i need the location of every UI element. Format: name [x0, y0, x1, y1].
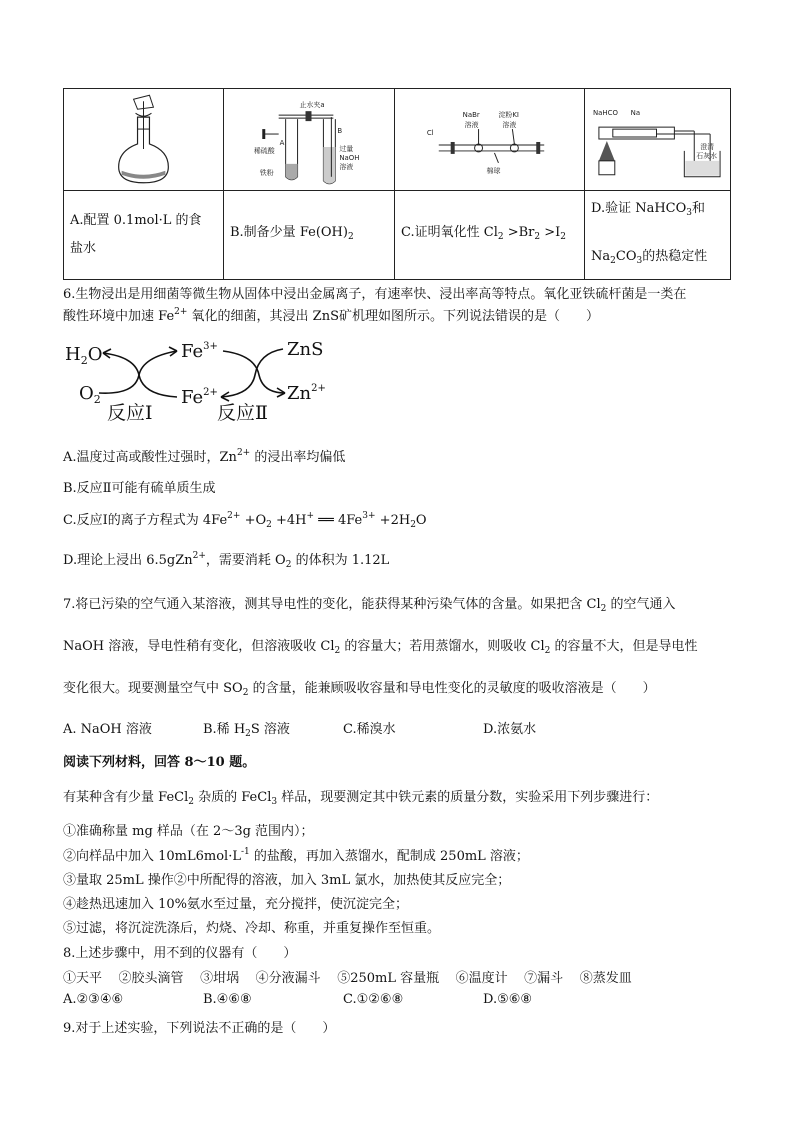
nabr-label: NaBr	[462, 111, 480, 120]
q7-option-d: D.浓氨水	[483, 722, 537, 737]
step-3: ③量取 25mL 操作②中所配得的溶液，加入 3mL 氯水，加热使其反应完全；	[63, 873, 511, 888]
ferrous-hydroxide-apparatus-figure	[224, 89, 394, 190]
q8-option-a: A.②③④⑥	[63, 992, 124, 1007]
figure-row	[64, 89, 731, 191]
ki-solution-label: 溶液	[502, 121, 517, 130]
h2o-label: $H_2O$	[65, 344, 103, 367]
limewater-label: 石灰水	[696, 151, 718, 160]
nahco3-label: NaHCO	[592, 109, 618, 118]
q7-option-a: A. NaOH 溶液	[63, 722, 152, 737]
q8-item-8: ⑧蒸发皿	[579, 971, 632, 986]
q6-option-c: C.反应Ⅰ的离子方程式为 $4Fe^{2+} +O_2 +4H^+$ ══ $4Fe^{3+} +2H_2O$	[63, 511, 427, 530]
q7-options	[63, 718, 536, 739]
caption-a	[64, 191, 224, 280]
clamp-label: 止水夹a	[299, 101, 325, 110]
q6-line1: 6.生物浸出是用细菌等微生物从固体中浸出金属离子，有速率快、浸出率高等特点。氧化亚铁硫杆菌是一类在	[63, 287, 687, 302]
q7-option-c: C.稀溴水	[343, 722, 396, 737]
acid-label: 稀硫酸	[253, 146, 275, 155]
q6-option-a: A.温度过高或酸性过强时，$Zn^{2+}$ 的浸出率均偏低	[63, 448, 346, 465]
caption-c: C.证明氧化性 $Cl_2 >Br_2 >I_2$	[395, 191, 585, 280]
caption-b-text: B.制备少量 Fe(OH)	[230, 225, 348, 240]
section-heading: 阅读下列材料，回答 8～10 题。	[63, 755, 256, 770]
q7-line1: 7.将已污染的空气通入某溶液，测其导电性的变化，能获得某种污染气体的含量。如果把含 $Cl_2$ 的空气通入	[63, 597, 676, 614]
q6-option-d: D.理论上浸出 6.5gZn$^{2+}$，需要消耗 $O_2$ 的体积为 1.12L	[63, 551, 390, 570]
q8-item-6: ⑥温度计	[455, 971, 508, 986]
o2-label: $O_2$	[79, 383, 101, 406]
caption-b	[224, 191, 395, 280]
caption-row	[64, 191, 731, 280]
naoh-solution-label: 溶液	[339, 162, 354, 171]
q8-option-b: B.④⑥⑧	[203, 992, 252, 1007]
caption-a-line1: A.配置 0.1mol·L 的食	[70, 213, 202, 228]
q8-option-c: C.①②⑥⑧	[343, 992, 404, 1007]
caption-d-line1: D.验证 NaHCO$_3$和	[591, 201, 706, 218]
q6-line2: 酸性环境中加速 $Fe^{2+}$ 氧化的细菌，其浸出 ZnS矿机理如图所示。下列说法错误的是（ ）	[63, 307, 599, 324]
fig-a-cell	[64, 89, 224, 191]
q6-option-b: B.反应Ⅱ可能有硫单质生成	[63, 481, 216, 496]
fe3-label: $Fe^{3+}$	[181, 341, 218, 362]
q8-item-2: ②胶头滴管	[118, 971, 184, 986]
experiment-table	[63, 88, 731, 280]
caption-b-sub: 2	[347, 232, 354, 242]
reaction-2-label: 反应Ⅱ	[217, 402, 268, 424]
q8-item-3: ③坩埚	[200, 971, 240, 986]
fe2-label: $Fe^{2+}$	[181, 387, 218, 408]
caption-a-line2: 盐水	[70, 241, 97, 256]
caption-d-line2: $Na_2CO_3$的热稳定性	[591, 249, 708, 266]
q7-option-b: B.稀 $H_2S$ 溶液	[203, 722, 290, 739]
volumetric-flask-figure	[64, 89, 223, 190]
na2co3-label: Na	[630, 109, 641, 118]
q8-item-4: ④分液漏斗	[255, 971, 321, 986]
ki-label: 淀粉KI	[498, 111, 519, 120]
q8-options	[63, 992, 532, 1007]
cotton-label: 棉球	[486, 166, 501, 175]
q8-option-d: D.⑤⑥⑧	[483, 992, 533, 1007]
step-5: ⑤过滤，将沉淀洗涤后，灼烧、冷却、称重，并重复操作至恒重。	[63, 921, 441, 936]
fig-b-cell	[224, 89, 395, 191]
naoh-label: NaOH	[339, 153, 360, 162]
q8-stem: 8.上述步骤中，用不到的仪器有（ ）	[63, 946, 297, 961]
q9-stem: 9.对于上述实验，下列说法不正确的是（ ）	[63, 1021, 336, 1036]
step-1: ①准确称量 mg 样品（在 2～3g 范围内）；	[63, 824, 314, 839]
caption-d	[585, 191, 731, 280]
reaction-1-label: 反应Ⅰ	[107, 402, 153, 424]
carbonate-stability-figure	[585, 89, 730, 190]
q8-item-7: ⑦漏斗	[524, 971, 564, 986]
q7-line3: 变化很大。现要测量空气中 $SO_2$ 的含量，能兼顾吸收容量和导电性变化的灵敏度的吸收溶液是（ ）	[63, 681, 656, 698]
nabr-solution-label: 溶液	[464, 121, 479, 130]
section-intro: 有某种含有少量 FeCl$_2$ 杂质的 FeCl$_3$ 样品，现要测定其中铁元素的质量分数，实验采用下列步骤进行：	[63, 790, 659, 807]
fig-d-cell	[585, 89, 731, 191]
excess-label: 过量	[339, 144, 354, 153]
halogen-tube-figure	[395, 89, 584, 190]
step-2: ②向样品中加入 $10mL6mol\cdot L^{-1}$ 的盐酸，再加入蒸馏水，配制成 250mL 溶液；	[63, 847, 529, 864]
tube-a-label: A	[279, 138, 285, 147]
q8-items	[63, 967, 632, 986]
iron-label: 铁粉	[259, 168, 274, 177]
cl2-label: Cl	[426, 129, 434, 138]
q7-line2: NaOH 溶液，导电性稍有变化，但溶液吸收 $Cl_2$ 的容量大；若用蒸馏水，则吸收 $Cl_2$ 的容量不大，但是导电性	[63, 639, 698, 656]
q8-item-1: ①天平	[63, 971, 103, 986]
caption-c-text: C.证明氧化性 Cl	[401, 225, 498, 240]
clear-label: 澄清	[700, 142, 715, 151]
tube-b-label: B	[337, 127, 343, 136]
step-4: ④趁热迅速加入 10%氨水至过量，充分搅拌，使沉淀完全；	[63, 897, 409, 912]
fig-c-cell	[395, 89, 585, 191]
zns-leaching-mechanism-diagram	[63, 335, 343, 430]
zn2-label: $Zn^{2+}$	[287, 383, 326, 404]
q8-item-5: ⑤250mL 容量瓶	[337, 971, 440, 986]
zns-label: ZnS	[287, 339, 324, 360]
